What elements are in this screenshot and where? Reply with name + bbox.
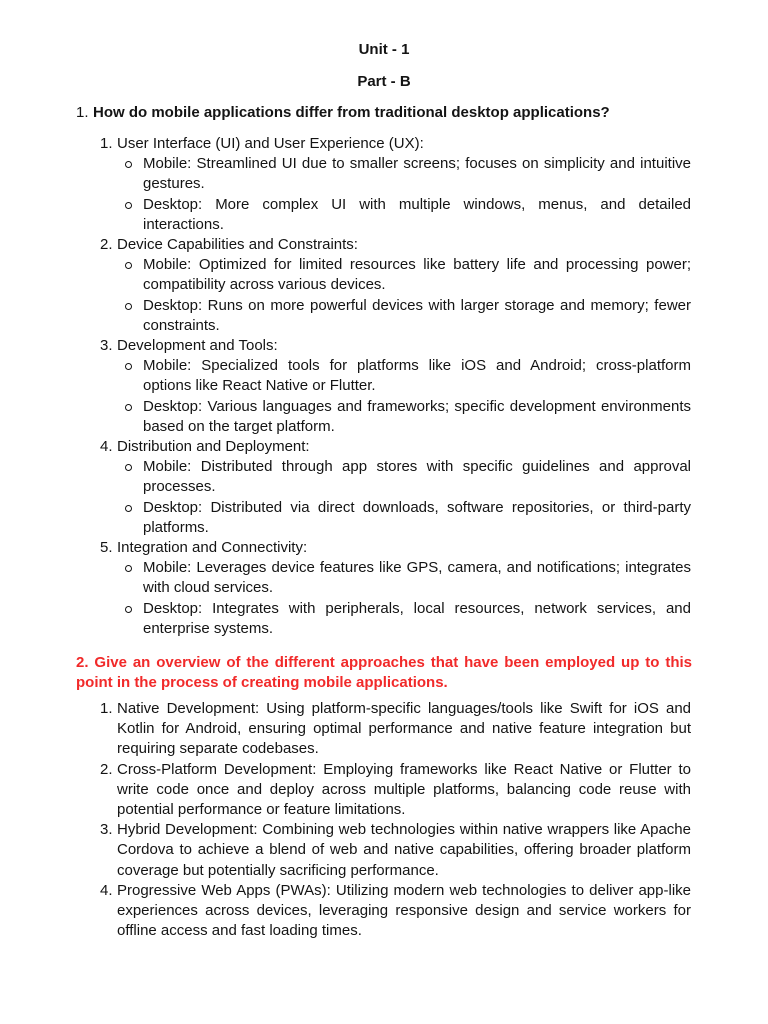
question-1-number: 1. xyxy=(76,104,89,121)
circle-bullet-icon xyxy=(125,464,132,471)
question-2-text: 2. Give an overview of the different approaches that have been employed up to this point in the process of creating mobile applications. xyxy=(76,654,692,691)
answer-item-distribution xyxy=(100,437,691,538)
circle-bullet-icon xyxy=(125,606,132,613)
question-1 xyxy=(76,103,692,123)
sub-item-text: Desktop: Various languages and frameworks; specific development environments based on the target platform. xyxy=(143,397,691,435)
item-number: 1. xyxy=(100,135,113,152)
sub-item-text: Mobile: Distributed through app stores with specific guidelines and approval processes. xyxy=(143,458,691,496)
sub-item-text: Mobile: Leverages device features like GPS, camera, and notifications; integrates with cloud services. xyxy=(143,559,691,597)
sub-item xyxy=(117,154,691,194)
answer-item-cross-platform xyxy=(100,760,691,821)
item-title: Integration and Connectivity: xyxy=(117,539,308,557)
question-1-answer-list xyxy=(100,134,691,639)
item-text: Progressive Web Apps (PWAs): Utilizing modern web technologies to deliver app-like experiences across devices, leveraging responsive design and service workers for offline access and fast loading times. xyxy=(117,881,691,940)
circle-bullet-icon xyxy=(125,505,132,512)
sub-item xyxy=(117,599,691,639)
question-2-answer-list xyxy=(100,699,691,941)
item-number: 4. xyxy=(100,881,113,899)
item-number: 3. xyxy=(100,821,113,839)
sub-list xyxy=(117,558,691,639)
answer-item-hybrid xyxy=(100,820,691,881)
circle-bullet-icon xyxy=(125,565,132,572)
sub-list xyxy=(117,356,691,437)
answer-item-pwa xyxy=(100,881,691,942)
item-text: Hybrid Development: Combining web technologies within native wrappers like Apache Cordova to achieve a blend of web and native capabilities, offering broader platform coverage but potentially sacrificing performance. xyxy=(117,821,691,879)
sub-item xyxy=(117,457,691,497)
circle-bullet-icon xyxy=(125,363,132,370)
sub-item xyxy=(117,397,691,437)
item-number: 5. xyxy=(100,539,113,557)
sub-list xyxy=(117,457,691,538)
item-number: 2. xyxy=(100,236,113,254)
sub-list xyxy=(117,255,691,336)
item-number: 2. xyxy=(100,760,113,778)
item-title: Development and Tools: xyxy=(117,337,278,355)
item-text: Native Development: Using platform-specific languages/tools like Swift for iOS and Kotlin for Android, ensuring optimal performance and native feature integration but requiring separate codebases. xyxy=(117,700,691,758)
circle-bullet-icon xyxy=(125,202,132,209)
answer-item-ui-ux xyxy=(100,134,691,235)
circle-bullet-icon xyxy=(125,161,132,168)
part-heading: Part - B xyxy=(357,73,411,90)
sub-item xyxy=(117,255,691,295)
question-2 xyxy=(76,653,692,693)
sub-item xyxy=(117,195,691,235)
sub-item xyxy=(117,296,691,336)
answer-item-integration xyxy=(100,538,691,639)
item-title: User Interface (UI) and User Experience (UX): xyxy=(117,135,424,152)
sub-item-text: Mobile: Specialized tools for platforms like iOS and Android; cross-platform options like React Native or Flutter. xyxy=(143,357,691,395)
answer-item-development-tools xyxy=(100,336,691,437)
item-text: Cross-Platform Development: Employing frameworks like React Native or Flutter to write code once and deploy across multiple platforms, balancing code reuse with potential performance or feature limitations. xyxy=(117,760,691,819)
item-title: Device Capabilities and Constraints: xyxy=(117,236,358,254)
sub-item xyxy=(117,558,691,598)
item-number: 4. xyxy=(100,438,113,456)
sub-item xyxy=(117,356,691,396)
answer-item-device-capabilities xyxy=(100,235,691,336)
item-number: 3. xyxy=(100,337,113,355)
sub-item-text: Desktop: More complex UI with multiple windows, menus, and detailed interactions. xyxy=(143,195,691,233)
sub-item-text: Desktop: Integrates with peripherals, local resources, network services, and enterprise systems. xyxy=(143,599,691,637)
circle-bullet-icon xyxy=(125,303,132,310)
item-title: Distribution and Deployment: xyxy=(117,438,310,456)
sub-item xyxy=(117,498,691,538)
sub-item-text: Mobile: Optimized for limited resources like battery life and processing power; compatibility across various devices. xyxy=(143,256,691,294)
answer-item-native xyxy=(100,699,691,760)
item-number: 1. xyxy=(100,700,113,717)
circle-bullet-icon xyxy=(125,262,132,269)
sub-list xyxy=(117,154,691,235)
sub-item-text: Mobile: Streamlined UI due to smaller screens; focuses on simplicity and intuitive gestures. xyxy=(143,155,691,193)
unit-heading: Unit - 1 xyxy=(358,41,410,58)
sub-item-text: Desktop: Distributed via direct downloads, software repositories, or third-party platforms. xyxy=(143,498,691,536)
circle-bullet-icon xyxy=(125,404,132,411)
sub-item-text: Desktop: Runs on more powerful devices with larger storage and memory; fewer constraints. xyxy=(143,296,691,334)
question-1-text: How do mobile applications differ from traditional desktop applications? xyxy=(93,104,610,121)
